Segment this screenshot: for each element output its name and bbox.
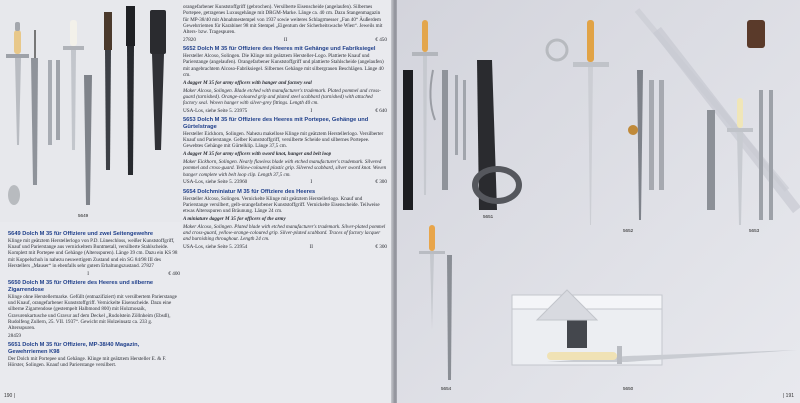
lot-grade: I [87, 270, 90, 277]
lot-title: Dolch M 35 für Offiziere des Heeres mit Portepee, Gehänge und Gürtelstrage [183, 117, 369, 131]
lot-english-description: Maker Alcoso, Solingen. Plated blade with etched manufacturer's trademark. Silver-plated pommel and cross-guard, yellow-orange-coloured grip. Silver-plated scabbard. Traces of factory lacquer and burnishing throughout. Length 24 cm. [183, 223, 386, 243]
lot-english-title: A miniature dagger M 35 for officers of the army [183, 215, 286, 222]
lot-price: € 450 [375, 36, 387, 43]
lot-description: Hersteller Alcoso, Solingen. Vernickelte Klinge mit geätztem Herstellerlogo. Knauf und Parierstange versilbert, gelb-orangefarbener Kunststoffgriff. Vernickelte Eisenscheide. Teilweise etwas Altersspuren und Bräunung. Länge 24 cm. [183, 195, 380, 215]
lot-number: 5649 [8, 231, 21, 237]
lot-english-title: A dagger M 35 for army officers with sword knot, hanger and belt loop [183, 151, 332, 158]
lot-english-title: A dagger M 35 for army officers with hanger and factory seal [183, 79, 312, 86]
lot-number: 5651 [8, 342, 21, 349]
lot-title: Dolch M 35 für Offiziere des Heeres mit Gehänge und Fabriksiegel [197, 46, 376, 53]
lot-entry [183, 117, 387, 185]
right-page [397, 0, 800, 403]
lot-origin: USA-Los, siehe Seite 5. 23975 [183, 107, 248, 114]
lot-number: 5650 [8, 280, 21, 287]
lot-continuation-text: orangefarbener Kunststoffgriff (gebrochen). Versilberte Eisenscheide (angelaufen). Silbernes Portepee, getragenes Luxusgehänge mit DRGM-Marke. Länge ca. 40 cm. Dazu Stangenmagazin für MP-38/40 mit Abnahmestempel von 1937 sowie weiteres Schlagrmesser „Fan 40“ Äußerdem Gewehrriemen für Karabiner 98 mit Stempel „Eigentum der Sicherheitswache Wien“. Jeweils mit Alters- bzw. Tragespuren. [183, 4, 383, 36]
lot-grade: I [310, 179, 313, 186]
photo-lot-label: 5650 [623, 386, 634, 391]
lot-price: € 300 [375, 244, 387, 251]
lot-number: 5653 [183, 117, 196, 124]
lot-price: € 300 [375, 179, 387, 186]
left-column [8, 228, 180, 370]
lot-grade: I [310, 107, 313, 114]
lot-description: Klinge ohne Herstellermarke. Gefüllt (entnazifiziert) mit versilbertem Parierstange und Knauf, orangefarbener Kunststoffgriff. Vernickelte Eisenscheide. Dazu eine silberne Zigarrendose (gestempelt Halbmond 800) mit Holzmosaik, Gravurenkartusche und Gravur auf dem Deckel „Rudolstein Zöllnheim (Ebsdl), Rudolfeng Zullern, 25. VII. 1937“. Gewicht mit Holzeinsatz ca. 233 g. Altersspuren. [8, 293, 177, 332]
lot-english-description: Maker Eickhorn, Solingen. Nearly flawless blade with etched manufacturer's trademark. Silvered pommel and cross-guard. Yellow-coloured plastic grip. Silvered scabbard, silver sword knot. Woven hanger complete with belt loop clip. Length 37,5 cm. [183, 159, 387, 178]
lot-origin: USA-Los, siehe Seite 5. 23960 [183, 179, 248, 186]
lot-grade: II [309, 244, 314, 251]
page-number-left: 190 | [4, 393, 16, 399]
lot-description: Hersteller Alcoso, Solingen. Die Klinge mit geätztem Hersteller-Logo. Plattierte Knauf und Parierstange (angelaufen). Orangefarbener Kunststoffgriff und plattierte Stahlscheide (angelaufen) mit angebrachtem Alcoso-Fabriksiegel. Silbernes Gehänge mit silbergrauen Beschlägen. Länge 40 cm. [183, 53, 384, 78]
lot-description: Hersteller Eickhorn, Solingen. Nahezu makellose Klinge mit geätztem Herstellerlogo. Versilberter Knauf und Parierstange. Gelber Kunststoffgriff, versilberte Scheide und silbernes Portepee. Gewebtes Gehänge mit Gürtelklip. Länge 37,5 cm. [183, 130, 384, 150]
photo-lot-label: 5653 [749, 228, 760, 233]
lot-title: Dolchminiatur M 35 für Offiziere des Heeres [197, 188, 316, 195]
lot-title: Dolch M 35 für Offiziere und zwei Seitengewehre [22, 231, 154, 237]
lot-reference: 27820 [183, 36, 196, 43]
lot-description: Klinge mit geätztem Herstellerlogo von P.D. Lüneschloss, weißer Kunststoffgriff, Knauf und Parierstange aus vernickeltem Buntmetall, versilberte Stahlscheide. Komplett mit Portepee und Gehänge (Altersspuren). Länge 39 cm. Dazu ein KS 98 mit Koppelschuh in nahezu neuwertigem Zustand und ein SG 84/98 III des Herstellers „Mauser“ in ebenfalls sehr gutem Erhaltungszustand. 27827 [8, 237, 178, 269]
lot-entry [183, 189, 387, 251]
lot-entry [183, 46, 387, 114]
lot-price: € 400 [168, 270, 180, 277]
lot-description: Der Dolch mit Portepee und Gehänge. Klinge mit geätztem Hersteller E. & F. Hörster, Solingen. Knauf und Parierstange versilbert. [8, 355, 167, 369]
lot-origin: USA-Los, siehe Seite 5. 23954 [183, 244, 248, 251]
lot-title: Dolch M 35 für Offiziere des Heeres und silberne Zigarrendose [8, 280, 154, 293]
lot-reference: 28459 [8, 332, 21, 339]
lot-entry [8, 342, 180, 368]
page-number-right: | 191 [782, 393, 794, 399]
photo-daggers-bayonets [0, 0, 182, 222]
lot-number: 5654 [183, 188, 196, 195]
lot-entry [8, 280, 180, 339]
lot-entry [8, 231, 180, 277]
photo-lot-label: 5654 [441, 386, 452, 391]
photo-lot-label: 5649 [78, 213, 89, 218]
lot-title: Dolch M 35 für Offiziere, MP-38/40 Magazin, Gewehrriemen K98 [8, 342, 140, 356]
photo-lot-label: 5652 [623, 228, 634, 233]
photo-daggers-right [397, 0, 800, 403]
right-column [183, 4, 387, 250]
left-page [0, 0, 393, 403]
lot-english-description: Maker Alcoso, Solingen. Blade etched with manufacturer's trademark. Plated pommel and cross-guard (tarnished). Orange-coloured grip and plated steel scabbard (tarnished) with attached factory seal. Woven hanger with silver-grey fittings. Length 40 cm. [183, 87, 381, 107]
lot-grade: II [283, 36, 288, 43]
photo-lot-label: 5651 [483, 214, 494, 219]
lot-number: 5652 [183, 46, 196, 53]
lot-price: € 640 [375, 107, 387, 114]
